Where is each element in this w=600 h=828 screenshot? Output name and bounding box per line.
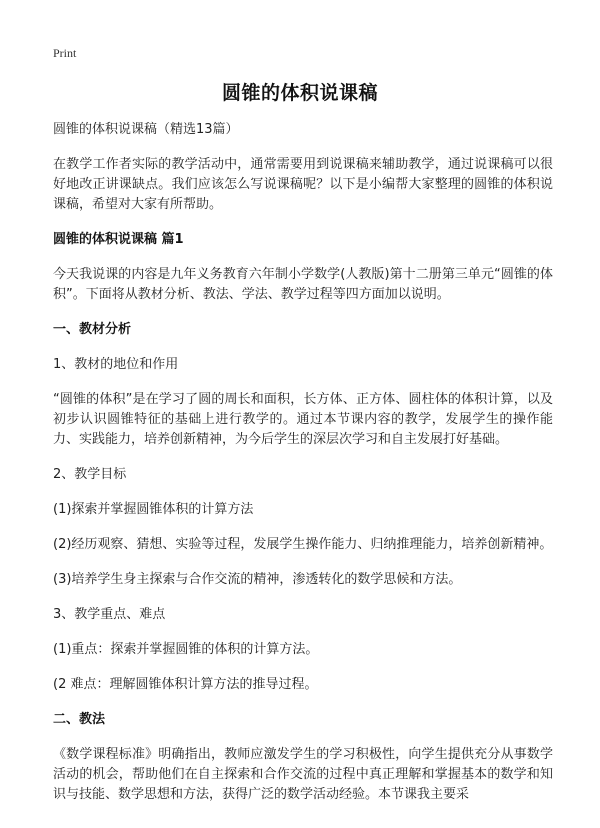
- goal-2: (2)经历观察、猜想、实验等过程，发展学生操作能力、归纳推理能力，培养创新精神。: [53, 537, 553, 552]
- method-paragraph: 《数学课程标准》明确指出，教师应激发学生的学习积极性，向学生提供充分从事数学活动的机会，帮助他们在自主探索和合作交流的过程中真正理解和掌握基本的数学和知识与技能、数学思想和方法，获得广泛的数学活动经验。本节课我主要采: [53, 747, 553, 802]
- section-title: 圆锥的体积说课稿 篇1: [53, 232, 184, 247]
- intro-paragraph: 在教学工作者实际的教学活动中，通常需要用到说课稿来辅助教学，通过说课稿可以很好地改正讲课缺点。我们应该怎么写说课稿呢？以下是小编帮大家整理的圆锥的体积说课稿，希望对大家有所帮助。: [53, 157, 553, 212]
- item-position-role: 1、教材的地位和作用: [53, 357, 179, 372]
- heading-teaching-method: 二、教法: [53, 712, 106, 727]
- print-link[interactable]: Print: [53, 46, 77, 60]
- difficult-point: (2 难点：理解圆锥体积计算方法的推导过程。: [53, 677, 318, 692]
- article-subtitle: 圆锥的体积说课稿（精选13篇）: [53, 122, 239, 137]
- goal-1: (1)探索并掌握圆锥体积的计算方法: [53, 502, 254, 517]
- page-title: 圆锥的体积说课稿: [221, 82, 378, 104]
- section-intro-paragraph: 今天我说课的内容是九年义务教育六年制小学数学(人教版)第十二册第三单元“圆锥的体积”。下面将从教材分析、教法、学法、教学过程等四方面加以说明。: [53, 267, 553, 302]
- heading-textbook-analysis: 一、教材分析: [53, 322, 132, 337]
- goal-3: (3)培养学生身主探索与合作交流的精神，渗透转化的数学思候和方法。: [53, 572, 462, 587]
- article-body: [53, 120, 553, 820]
- key-point: (1)重点：探索并掌握圆锥的体积的计算方法。: [53, 642, 319, 657]
- position-role-paragraph: “圆锥的体积”是在学习了圆的周长和面积，长方体、正方体、圆柱体的体积计算，以及初步认识圆锥特征的基础上进行教学的。通过本节课内容的教学，发展学生的操作能力、实践能力，培养创新精神，为今后学生的深层次学习和自主发展打好基础。: [53, 392, 553, 447]
- item-key-difficult: 3、教学重点、难点: [53, 607, 166, 622]
- item-teaching-goals: 2、教学目标: [53, 467, 127, 482]
